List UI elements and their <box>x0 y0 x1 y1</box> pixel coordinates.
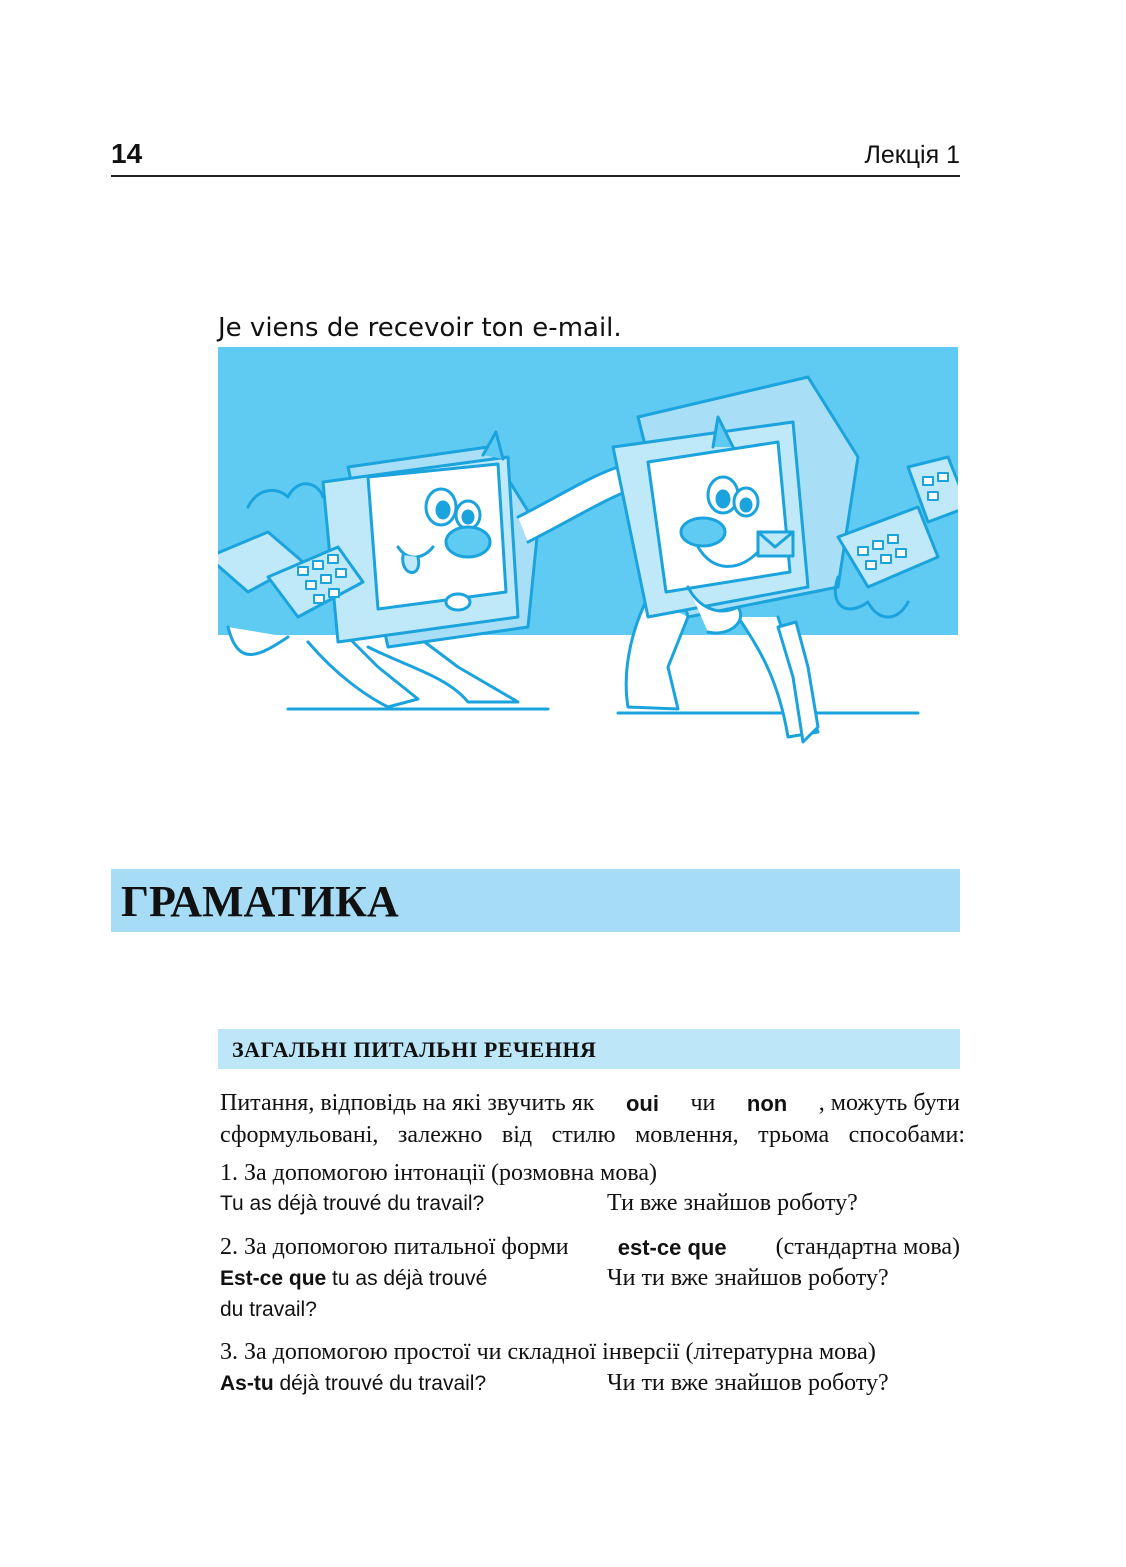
two-cartoon-computers-icon <box>218 347 958 757</box>
section-title: ГРАМАТИКА <box>121 877 399 926</box>
intro-oui: oui <box>625 1091 659 1116</box>
intro-line-2: сформульовані, залежно від стилю мовлення, трьома способами: <box>220 1122 965 1148</box>
intro-chi: чи <box>690 1090 716 1116</box>
intro-text-1: Питання, відповідь на які звучить як <box>220 1090 595 1116</box>
item-2-french-line2: du travail? <box>220 1298 317 1321</box>
illustration-caption: Je viens de recevoir ton e-mail. <box>218 313 622 343</box>
item-2-ukrainian: Чи ти вже знайшов роботу? <box>607 1265 889 1291</box>
item-2-french <box>220 1263 487 1294</box>
item-2-heading <box>220 1232 960 1263</box>
item-2-french-rest: tu as déjà trouvé <box>326 1267 488 1290</box>
intro-line-1 <box>220 1088 960 1119</box>
item-2-heading-bold: est-ce que <box>617 1235 727 1260</box>
running-header-lecture: Лекція 1 <box>864 141 960 169</box>
item-3-french-rest: déjà trouvé du travail? <box>273 1372 487 1395</box>
item-3-ukrainian: Чи ти вже знайшов роботу? <box>607 1370 889 1396</box>
item-1-heading: 1. За допомогою інтонації (розмовна мова) <box>220 1160 657 1186</box>
subsection-title: ЗАГАЛЬНІ ПИТАЛЬНІ РЕЧЕННЯ <box>232 1037 597 1062</box>
intro-non: non <box>746 1091 788 1116</box>
header-rule <box>111 175 960 177</box>
item-2-heading-post: (стандартна мова) <box>775 1234 960 1260</box>
item-3-french-bold: As-tu <box>220 1372 274 1395</box>
item-3-heading: 3. За допомогою простої чи складної інверсії (літературна мова) <box>220 1339 876 1365</box>
item-1-ukrainian: Ти вже знайшов роботу? <box>607 1190 858 1216</box>
item-2-heading-pre: 2. За допомогою питальної форми <box>220 1234 569 1260</box>
item-1-french: Tu as déjà trouvé du travail? <box>220 1192 485 1215</box>
intro-text-2: , можуть бути <box>818 1090 960 1116</box>
page-number: 14 <box>111 138 143 169</box>
item-2-french-bold: Est-ce que <box>220 1267 327 1290</box>
item-3-french <box>220 1368 486 1399</box>
